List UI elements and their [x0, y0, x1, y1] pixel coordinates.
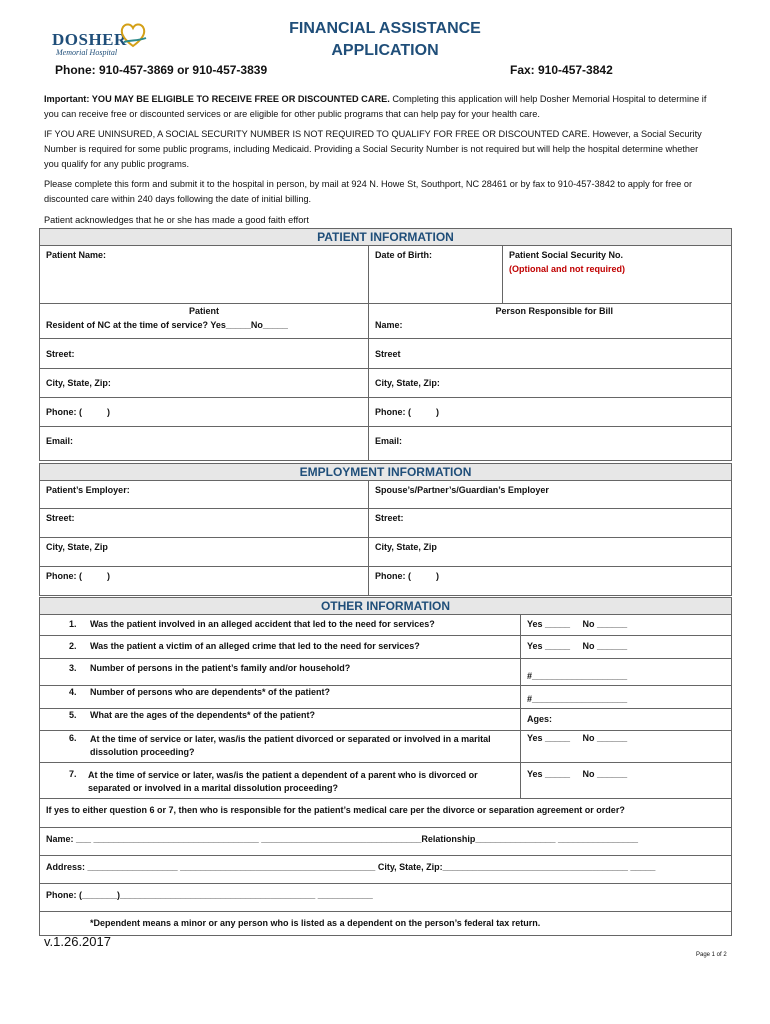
submit-paragraph: Please complete this form and submit it to the hospital in person, by mail at 924 N. Howe St, Southport, NC 28461 or by fax to 910-457-3842 to apply for free or discounted care within 240 days following the date of initial billing. — [44, 179, 693, 204]
responsible-city-field[interactable]: City, State, Zip: — [375, 378, 440, 388]
spouse-employer-phone-field[interactable]: Phone: ( ) — [375, 571, 439, 581]
date-of-birth-field[interactable]: Date of Birth: — [375, 250, 432, 260]
question-answer[interactable]: Yes _____ No ______ — [527, 733, 628, 743]
dependent-footnote: *Dependent means a minor or any person who is listed as a dependent on the person’s federal tax return. — [90, 918, 541, 928]
employment-info-table — [39, 480, 732, 596]
logo-sub: Memorial Hospital — [56, 48, 118, 57]
patient-column-label: Patient — [188, 306, 219, 316]
patient-email-field[interactable]: Email: — [46, 436, 74, 446]
page-number: Page 1 of 2 — [696, 952, 727, 958]
responsible-street-field[interactable]: Street — [375, 349, 401, 359]
logo-name: DOSHER — [52, 30, 127, 49]
question-text: At the time of service or later, was/is the patient a dependent of a parent who is divorced or separated or involved in a marital dissolution proceeding? — [88, 770, 478, 793]
employer-phone-field[interactable]: Phone: ( ) — [46, 571, 110, 581]
other-info-heading: OTHER INFORMATION — [39, 597, 732, 615]
patient-street-field[interactable]: Street: — [46, 349, 75, 359]
spouse-employer-street-field[interactable]: Street: — [375, 513, 404, 523]
spouse-employer-city-field[interactable]: City, State, Zip — [375, 542, 437, 552]
patient-phone-field[interactable]: Phone: ( ) — [46, 407, 110, 417]
question-answer[interactable]: Yes _____ No ______ — [527, 619, 628, 629]
ssn-note: (Optional and not required) — [509, 264, 625, 274]
form-version: v.1.26.2017 — [44, 934, 111, 949]
question-number: 7. — [69, 769, 77, 779]
spouse-employer-field[interactable]: Spouse’s/Partner’s/Guardian’s Employer — [375, 485, 549, 495]
responsible-name-line[interactable]: Name: ___ _________________________________ ________________________________Relationship________________ ________________ — [46, 834, 639, 844]
if-yes-question: If yes to either question 6 or 7, then who is responsible for the patient’s medical care per the divorce or separation agreement or order? — [46, 805, 625, 815]
patient-name-field[interactable]: Patient Name: — [46, 250, 107, 260]
title-line1: FINANCIAL ASSISTANCE — [289, 20, 481, 37]
question-answer[interactable]: Yes _____ No ______ — [527, 641, 628, 651]
question-text: Number of persons who are dependents* of the patient? — [90, 687, 331, 697]
responsible-phone-field[interactable]: Phone: ( ) — [375, 407, 439, 417]
heart-icon — [118, 20, 148, 50]
patient-employer-field[interactable]: Patient’s Employer: — [46, 485, 130, 495]
responsible-name-field[interactable]: Name: — [375, 320, 403, 330]
question-text: Was the patient a victim of an alleged crime that led to the need for services? — [90, 641, 420, 651]
question-number: 6. — [69, 733, 77, 743]
patient-city-field[interactable]: City, State, Zip: — [46, 378, 111, 388]
important-bold: Important: YOU MAY BE ELIGIBLE TO RECEIVE FREE OR DISCOUNTED CARE. — [44, 94, 390, 104]
responsible-column-label: Person Responsible for Bill — [495, 306, 613, 316]
question-text: At the time of service or later, was/is the patient divorced or separated or involved in a marital dissolution proceeding? — [90, 734, 491, 757]
question-text: What are the ages of the dependents* of the patient? — [90, 710, 316, 720]
acknowledge-text: Patient acknowledges that he or she has made a good faith effort — [44, 215, 309, 225]
employer-street-field[interactable]: Street: — [46, 513, 75, 523]
patient-info-table — [39, 245, 732, 461]
form-title — [250, 18, 520, 62]
question-text: Was the patient involved in an alleged accident that led to the need for services? — [90, 619, 435, 629]
question-number: 4. — [69, 687, 77, 697]
question-number: 5. — [69, 710, 77, 720]
nc-resident-field[interactable]: Resident of NC at the time of service? Yes_____No_____ — [46, 320, 288, 330]
question-text: Number of persons in the patient’s family and/or household? — [90, 663, 351, 673]
question-answer[interactable]: Yes _____ No ______ — [527, 769, 628, 779]
question-answer[interactable]: #___________________ — [527, 694, 628, 704]
patient-info-heading: PATIENT INFORMATION — [39, 228, 732, 246]
question-number: 1. — [69, 619, 77, 629]
question-answer[interactable]: #___________________ — [527, 671, 628, 681]
responsible-email-field[interactable]: Email: — [375, 436, 403, 446]
fax-number: Fax: 910-457-3842 — [510, 63, 613, 77]
question-answer[interactable]: Ages: — [527, 714, 553, 724]
question-number: 3. — [69, 663, 77, 673]
other-info-table — [39, 614, 732, 936]
important-paragraph — [44, 92, 714, 122]
phone-numbers: Phone: 910-457-3869 or 910-457-3839 — [55, 63, 268, 77]
important-rest: Completing this application will help Dosher Memorial Hospital to determine if you can receive free or discounted services or are eligible for other public programs that can help pay for your health care. — [44, 94, 707, 119]
employment-info-heading: EMPLOYMENT INFORMATION — [39, 463, 732, 481]
title-line2: APPLICATION — [331, 42, 439, 59]
question-number: 2. — [69, 641, 77, 651]
uninsured-paragraph: IF YOU ARE UNINSURED, A SOCIAL SECURITY NUMBER IS NOT REQUIRED TO QUALIFY FOR FREE OR DISCOUNTED CARE. However, a Social Security Number is required for some public programs, including Medicaid. Providing a Social Security Number is not required but will help the hospital determine whether you qualify for any public programs. — [44, 129, 702, 169]
hospital-logo — [52, 18, 162, 58]
responsible-address-line[interactable]: Address: __________________ _______________________________________ City, State, Zip:_____________________________________ _____ — [46, 862, 656, 872]
responsible-phone-line[interactable]: Phone: (_______)_______________________________________ ___________ — [46, 890, 373, 900]
employer-city-field[interactable]: City, State, Zip — [46, 542, 108, 552]
ssn-field[interactable]: Patient Social Security No. — [509, 250, 624, 260]
